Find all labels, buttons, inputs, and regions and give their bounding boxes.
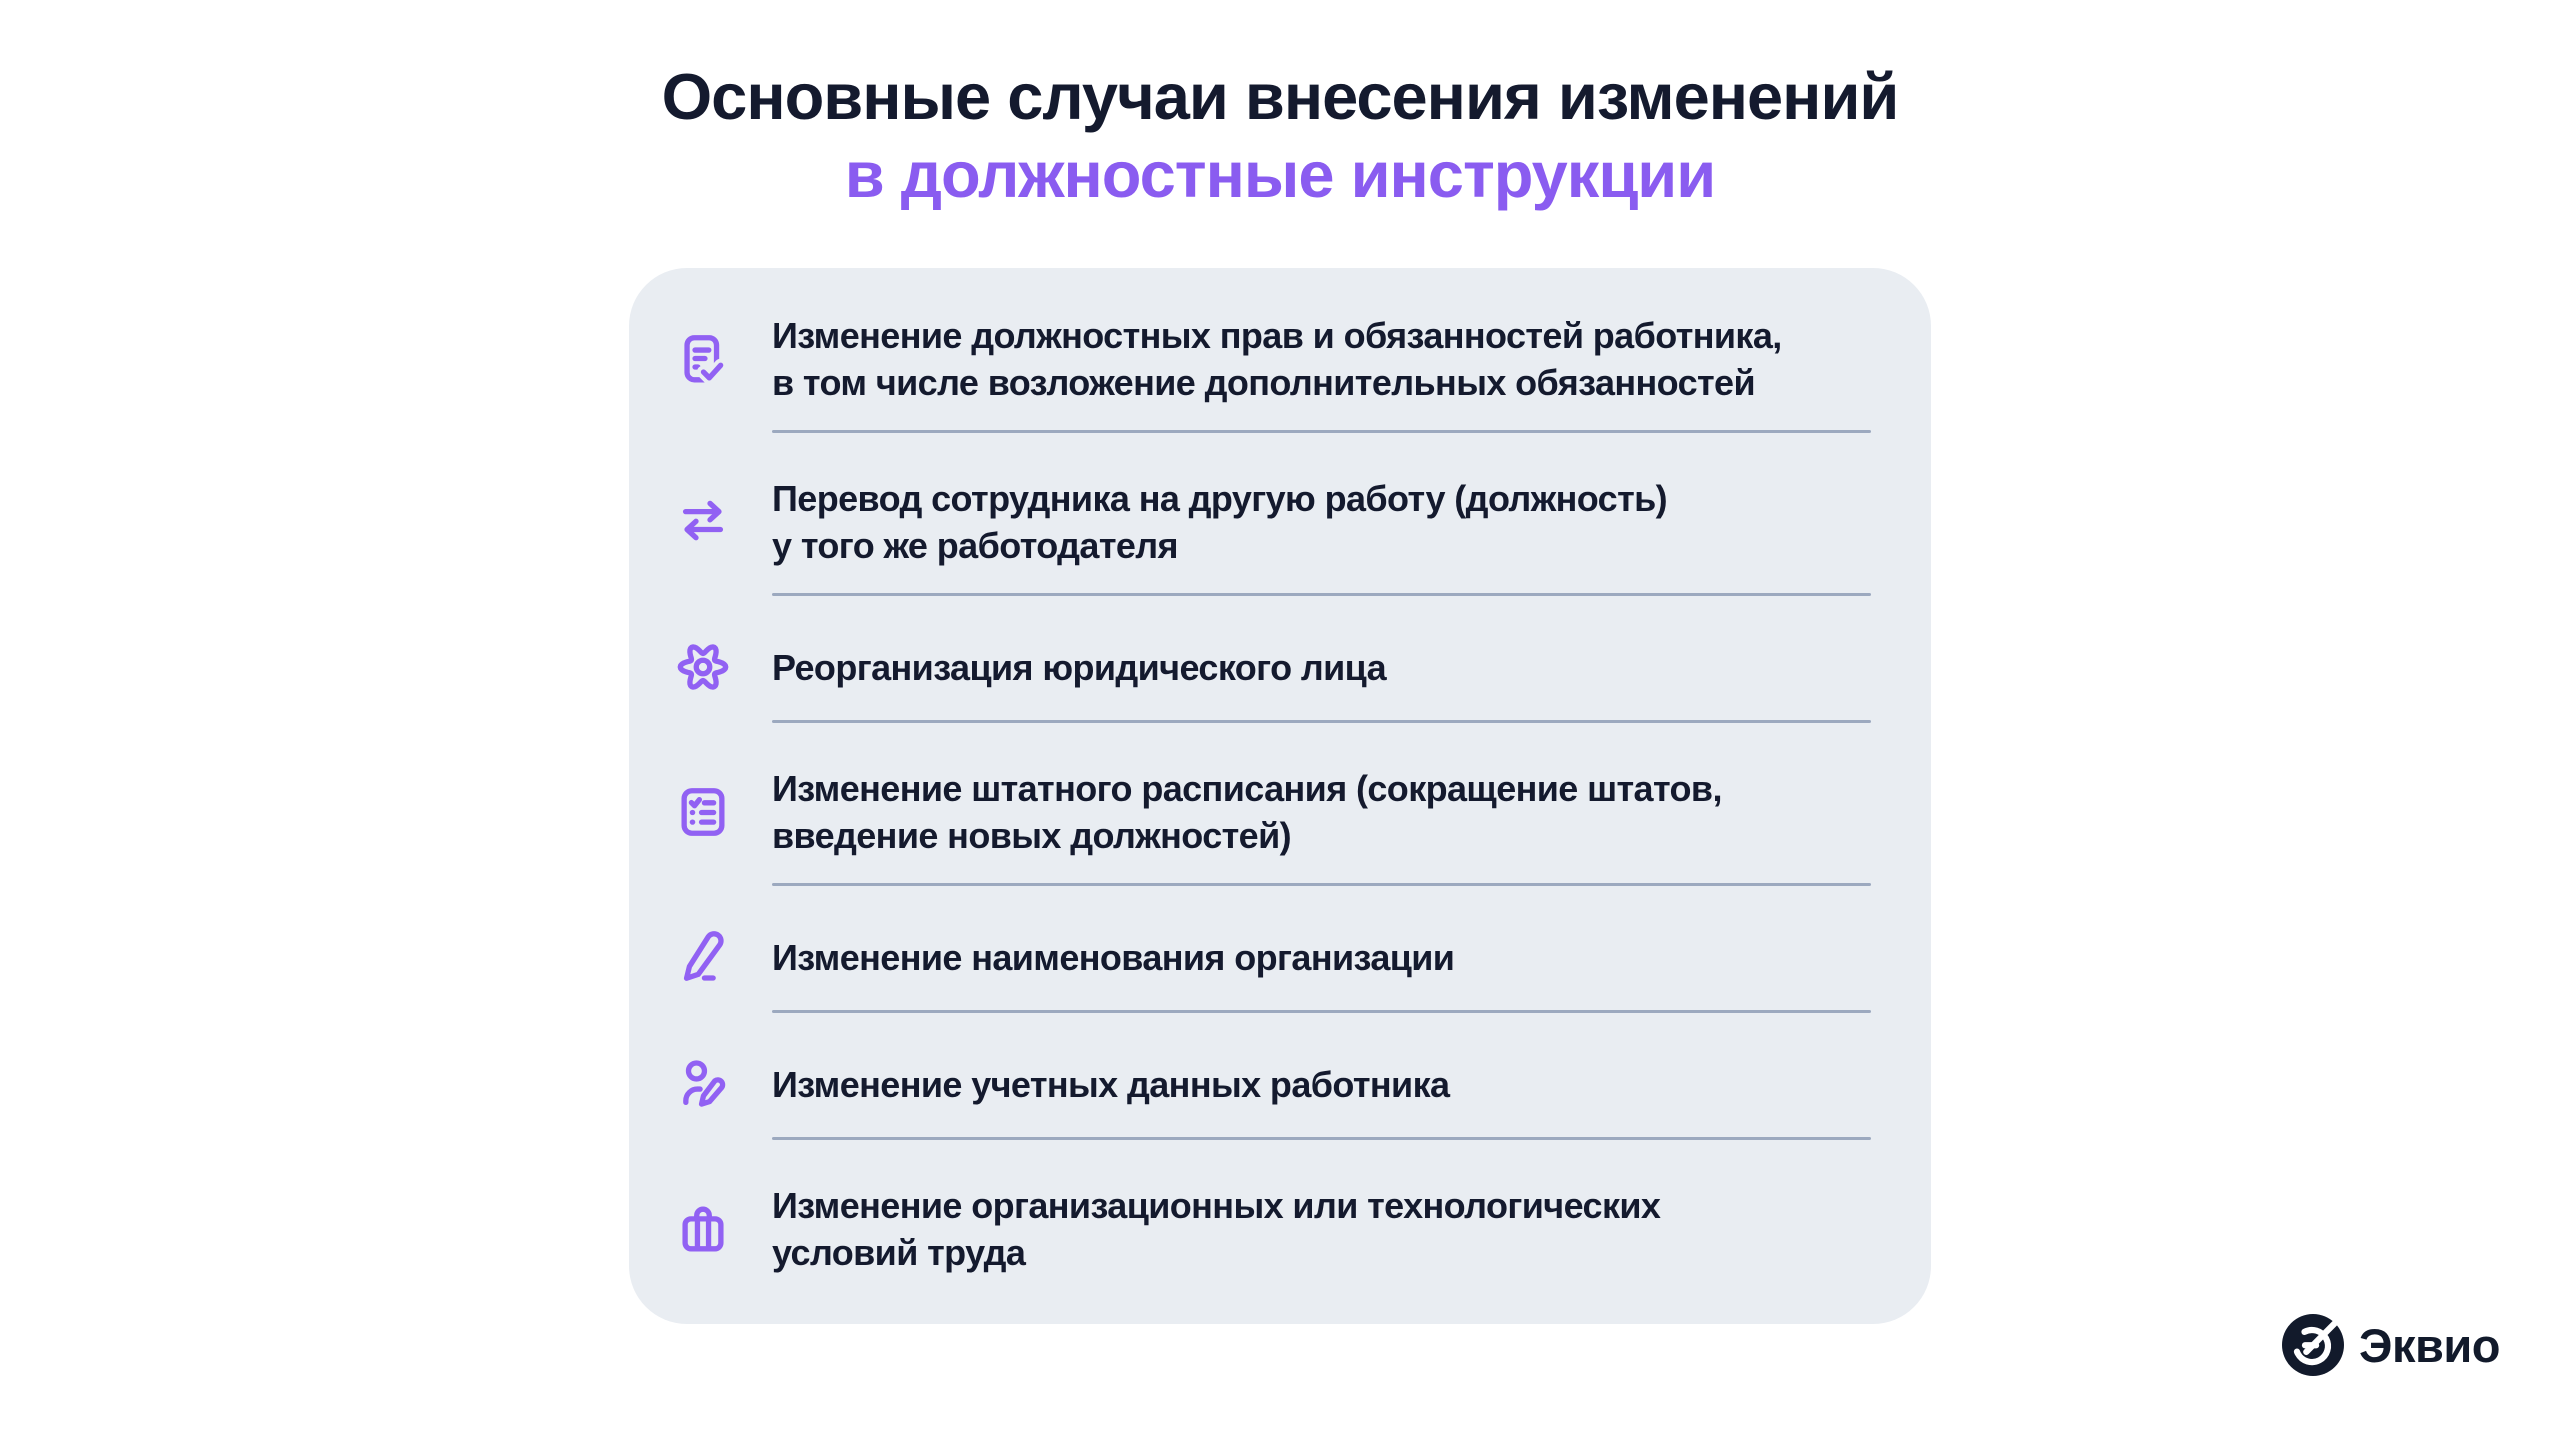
briefcase-icon xyxy=(674,1200,732,1258)
page-title xyxy=(0,58,2560,214)
list-item xyxy=(674,1055,1871,1113)
list-item-text: Изменение должностных прав и обязанностей работника, в том числе возложение дополнительных обязанностей xyxy=(772,315,1782,403)
checklist-icon xyxy=(674,783,732,841)
ekvio-logo-icon xyxy=(2282,1314,2344,1376)
list-item-text: Изменение штатного расписания (сокращение штатов, введение новых должностей) xyxy=(772,768,1722,856)
divider xyxy=(772,883,1871,886)
list-item xyxy=(674,765,1871,859)
cases-list xyxy=(674,312,1871,1276)
divider xyxy=(772,1137,1871,1140)
list-item xyxy=(674,638,1871,696)
list-item-text: Изменение наименования организации xyxy=(772,936,1455,978)
list-item-text: Перевод сотрудника на другую работу (должность) у того же работодателя xyxy=(772,478,1668,566)
user-edit-icon xyxy=(674,1055,732,1113)
list-item-text: Изменение учетных данных работника xyxy=(772,1063,1450,1105)
gear-icon xyxy=(674,638,732,696)
page-title-line2: в должностные инструкции xyxy=(844,138,1716,211)
list-item xyxy=(674,928,1871,986)
list-item xyxy=(674,475,1871,569)
divider xyxy=(772,720,1871,723)
divider xyxy=(772,1010,1871,1013)
page-title-line1: Основные случаи внесения изменений xyxy=(661,60,1899,133)
divider xyxy=(772,593,1871,596)
list-item xyxy=(674,312,1871,406)
cases-card xyxy=(629,268,1931,1324)
ekvio-logo xyxy=(2282,1314,2500,1376)
list-item-text: Изменение организационных или технологических условий труда xyxy=(772,1185,1661,1273)
list-item xyxy=(674,1182,1871,1276)
document-check-icon xyxy=(674,330,732,388)
pencil-icon xyxy=(674,928,732,986)
ekvio-logo-text: Эквио xyxy=(2359,1318,2500,1372)
list-item-text: Реорганизация юридического лица xyxy=(772,646,1387,688)
transfer-arrows-icon xyxy=(674,493,732,551)
divider xyxy=(772,430,1871,433)
